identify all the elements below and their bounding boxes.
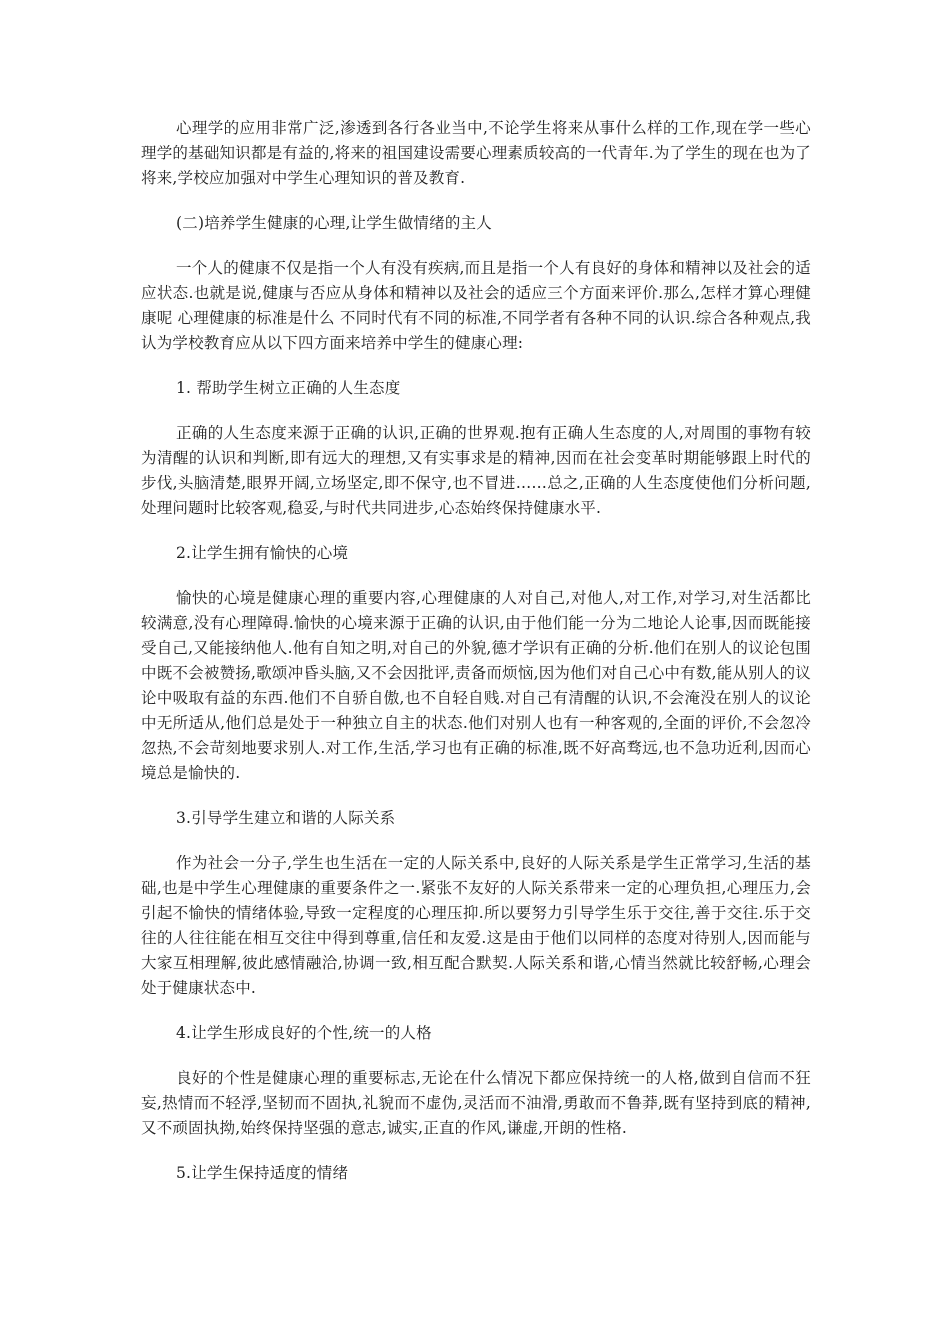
paragraph-happy-mood: 愉快的心境是健康心理的重要内容,心理健康的人对自己,对他人,对工作,对学习,对生活都比较满意,没有心理障碍.愉快的心境来源于正确的认识,由于他们能一分为二地论人论事,因而既能接受自己,又能接纳他人.他有自知之明,对自己的外貌,德才学识有正确的分析.他们在别人的议论包围中既不会被赞扬,歌颂冲昏头脑,又不会因批评,责备而烦恼,因为他们对自己心中有数,能从别人的议论中吸取有益的东西.他们不自骄自傲,也不自轻自贱.对自己有清醒的认识,不会淹没在别人的议论中无所适从,他们总是处于一种独立自主的状态.他们对别人也有一种客观的,全面的评价,不会忽冷忽热,不会苛刻地要求别人.对工作,生活,学习也有正确的标准,既不好高骛远,也不急功近利,因而心境总是愉快的. [141,589,811,782]
subheading-personality: 4.让学生形成良好的个性,统一的人格 [176,1024,432,1042]
paragraph-personality: 良好的个性是健康心理的重要标志,无论在什么情况下都应保持统一的人格,做到自信而不狂妄,热情而不轻浮,坚韧而不固执,礼貌而不虚伪,灵活而不油滑,勇敢而不鲁莽,既有坚持到底的精神,又不顽固执拗,始终保持坚强的意志,诚实,正直的作风,谦虚,开朗的性格. [141,1069,811,1137]
section-heading-healthy-psychology: (二)培养学生健康的心理,让学生做情绪的主人 [176,214,492,232]
subheading-life-attitude: 1. 帮助学生树立正确的人生态度 [176,379,401,397]
paragraph-psychology-application: 心理学的应用非常广泛,渗透到各行各业当中,不论学生将来从事什么样的工作,现在学一些心理学的基础知识都是有益的,将来的祖国建设需要心理素质较高的一代青年.为了学生的现在也为了将来,学校应加强对中学生心理知识的普及教育. [141,119,811,187]
subheading-happy-mood: 2.让学生拥有愉快的心境 [176,544,349,562]
paragraph-life-attitude: 正确的人生态度来源于正确的认识,正确的世界观.抱有正确人生态度的人,对周围的事物有较为清醒的认识和判断,即有远大的理想,又有实事求是的精神,因而在社会变革时期能够跟上时代的步伐,头脑清楚,眼界开阔,立场坚定,即不保守,也不冒进……总之,正确的人生态度使他们分析问题,处理问题时比较客观,稳妥,与时代共同进步,心态始终保持健康水平. [141,424,811,517]
paragraph-health-definition: 一个人的健康不仅是指一个人有没有疾病,而且是指一个人有良好的身体和精神以及社会的适应状态.也就是说,健康与否应从身体和精神以及社会的适应三个方面来评价.那么,怎样才算心理健康呢 心理健康的标准是什么 不同时代有不同的标准,不同学者有各种不同的认识.综合各种观点,我认为学校教育应从以下四方面来培养中学生的健康心理: [141,259,811,352]
paragraph-relationships: 作为社会一分子,学生也生活在一定的人际关系中,良好的人际关系是学生正常学习,生活的基础,也是中学生心理健康的重要条件之一.紧张不友好的人际关系带来一定的心理负担,心理压力,会引起不愉快的情绪体验,导致一定程度的心理压抑.所以要努力引导学生乐于交往,善于交往.乐于交往的人往往能在相互交往中得到尊重,信任和友爱.这是由于他们以同样的态度对待别人,因而能与大家互相理解,彼此感情融洽,协调一致,相互配合默契.人际关系和谐,心情当然就比较舒畅,心理会处于健康状态中. [141,854,811,997]
document-body [141,116,811,1206]
subheading-relationships: 3.引导学生建立和谐的人际关系 [176,809,396,827]
subheading-moderate-emotions: 5.让学生保持适度的情绪 [176,1164,349,1182]
